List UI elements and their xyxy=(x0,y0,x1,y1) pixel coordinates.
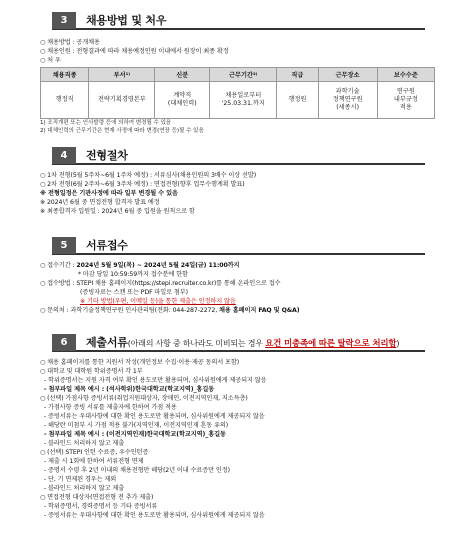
column-header: 직급 xyxy=(277,68,318,82)
section-title xyxy=(86,334,399,350)
table-cell: 과학기술 정책연구원 (세종시) xyxy=(318,82,377,119)
table-cell: 연구원 내부규정 적용 xyxy=(377,82,434,119)
text-line: ○ 2차 전형(6월 2주차~6월 3주차 예정) : 면접전형(향후 업무수행계획 발표) xyxy=(40,181,245,188)
text-line xyxy=(40,262,239,270)
text-line: - 블라인드 처리하지 않고 제출 xyxy=(44,485,125,492)
text-fragment: ○ 문의처 : 과학기술정책연구원 인사관리팀(전화: 044-287-2272, xyxy=(40,307,219,314)
text-line: ※ 최종합격자 입원일 : 2024년 6월 중 입원을 원칙으로 함 xyxy=(40,208,195,215)
table-header-row xyxy=(41,68,435,82)
text-line: ○ (선택) STEPI 인턴 수료증, 우수인턴증 xyxy=(40,449,149,456)
application-period: 2024년 5월 9일(목) ~ 2024년 5월 24일(금) 11:00까지 xyxy=(76,262,240,269)
faq-link[interactable]: 채용 홈페이지 FAQ 및 Q&A) xyxy=(218,307,300,314)
text-line: - 블라인드 처리하지 않고 제출 xyxy=(44,440,125,447)
text-line: ※ 기타 방법(우편, 이메일 등)을 통한 제출은 인정하지 않음 xyxy=(80,298,236,305)
text-line: ○ 면접전형 대상자(면접전형 전 추가 제출) xyxy=(40,494,154,501)
footnote: 1) 조직개편 또는 인사발령 등에 의하여 변경될 수 있음 xyxy=(40,120,172,126)
text-line: - 첨부파일 제목 예시 : (석사학위)한국대학교(학교지역)_홍길동 xyxy=(44,386,215,393)
text-line: ※ 전형일정은 기관사정에 따라 일부 변경될 수 있음 xyxy=(40,190,178,197)
column-header: 신분 xyxy=(155,68,210,82)
text-fragment: ○ 접수기간 : xyxy=(40,262,77,269)
section-subtitle-end: ) xyxy=(396,339,400,348)
section-5-header xyxy=(52,237,425,255)
text-line xyxy=(40,307,299,315)
text-line: - 해당란 미첨부 시 가점 적용 불가(지역인재, 이전지역인재 혼동 유의) xyxy=(44,422,229,429)
section-6-header xyxy=(52,334,425,352)
footnote: 2) 대체인력의 근무기간은 현재 사정에 따라 변경(연장 등)될 수 있음 xyxy=(40,128,204,134)
text-line: * 마감 당일 10:59:59까지 접수분에 한함 xyxy=(78,271,188,278)
text-line: ○ 1차 전형(5월 5주차~6월 1주차 예정) : 서류심사(채용인원의 3배수 이상 선발) xyxy=(40,172,257,179)
column-header: 부서¹⁾ xyxy=(89,68,155,82)
column-header: 보수수준 xyxy=(377,68,434,82)
section-title: 채용방법 및 처우 xyxy=(86,14,167,27)
section-3-header xyxy=(52,12,425,30)
section-number: 3 xyxy=(52,12,76,29)
section-number: 5 xyxy=(52,237,76,254)
table-cell: 계약직 (대체인력) xyxy=(155,82,210,119)
table-cell: 행정직 xyxy=(41,82,89,119)
text-line: ○ 접수방법 : STEPI 채용 홈페이지(https://stepi.recruiter.co.kr)를 통해 온라인으로 접수 xyxy=(40,280,281,287)
text-line: - 가점사항 증빙 서류를 제출자에 한하여 가점 적용 xyxy=(44,404,177,411)
text-line: - 학위증명서는 지원 자격 여부 확인 용도로만 활용되며, 심사위원에게 제공되지 않음 xyxy=(44,377,267,384)
text-line: - 증명서 수령 후 2년 이내의 채용전형만 해당(2년 이내 수료증만 인정) xyxy=(44,467,230,474)
column-header: 채용직종 xyxy=(41,68,89,82)
text-line: - 학위증명서, 경력증명서 등 기타 증빙서류 xyxy=(44,503,158,510)
text-line: ○ 채용 홈페이지를 통한 지원서 작성(개인정보 수집·이용·제공 동의서 포함) xyxy=(40,359,240,366)
text-line: ※ 2024년 6월 중 면접전형 합격자 발표 예정 xyxy=(40,199,160,206)
text-line: ○ 대학교 및 대학원 학위증명서 각 1부 xyxy=(40,368,143,375)
section-number: 6 xyxy=(52,334,76,351)
text-line: ○ 채용방법 : 공개채용 xyxy=(40,39,100,46)
section-title: 전형절차 xyxy=(86,149,128,162)
text-line: - 증빙서류는 우대사항에 대한 확인 용도로만 활용되며, 심사위원에게 제공되지 않음 xyxy=(44,512,265,519)
table-cell: 채용일로부터 '25.03.31.까지 xyxy=(210,82,277,119)
text-line: - 증빙서류는 우대사항에 대한 확인 용도로만 활용되며, 심사위원에게 제공되지 않음 xyxy=(44,413,265,420)
section-number: 4 xyxy=(52,147,76,164)
text-line: - 단, 기 면제된 경우는 제외 xyxy=(44,476,117,483)
text-line: ○ 채용인원 : 전형결과에 따라 채용예정인원 이내에서 원장이 최종 확정 xyxy=(40,48,229,55)
text-line: ○ (선택) 가점사항 증빙서류(취업지원대상자, 장애인, 이전지역인재, 저소득층) xyxy=(40,395,248,402)
section-4-header xyxy=(52,147,425,165)
text-line: - 첨부파일 제목 예시 : (이전지역인재)한국대학교(학교지역)_홍길동 xyxy=(44,431,226,438)
section-title-text: 제출서류 xyxy=(86,336,128,349)
text-line: - 제출 시 1회에 한하여 서류전형 면제 xyxy=(44,458,144,465)
table-row xyxy=(41,82,435,119)
column-header: 근무기간²⁾ xyxy=(210,68,277,82)
section-title: 서류접수 xyxy=(86,239,128,252)
text-line: (증빙자료는 스캔 또는 PDF 파일로 첨부) xyxy=(80,289,188,296)
text-line: ○ 처 우 xyxy=(40,57,61,64)
section-warning: 요건 미충족에 따른 탈락으로 처리함 xyxy=(265,339,397,349)
employment-table xyxy=(40,67,435,119)
table-cell: 전략기획경영본부 xyxy=(89,82,155,119)
table-cell: 행정원 xyxy=(277,82,318,119)
section-subtitle: (아래의 사항 중 하나라도 미비되는 경우 xyxy=(127,339,266,348)
column-header: 근무장소 xyxy=(318,68,377,82)
